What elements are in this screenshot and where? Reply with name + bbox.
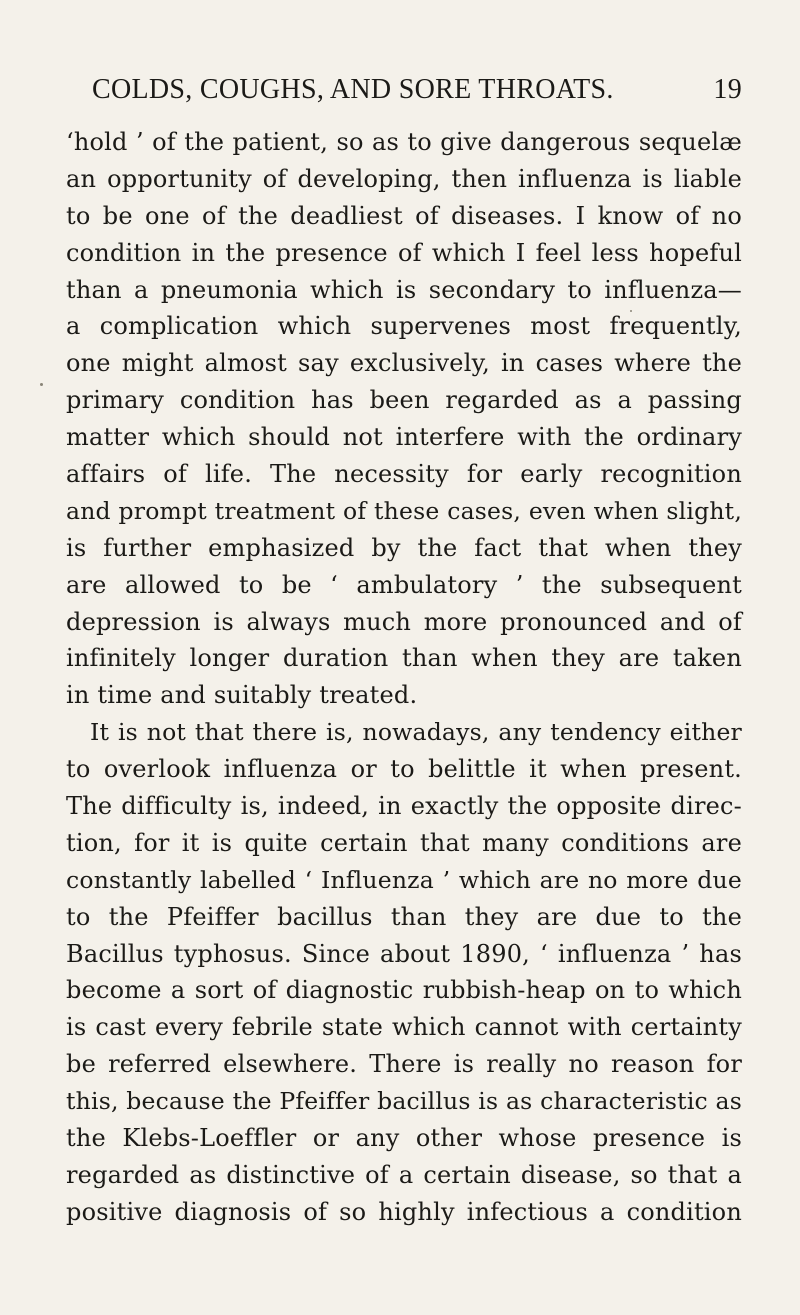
text-line: are allowed to be ‘ ambulatory ’ the subsequent [66,570,742,599]
text-line: The difficulty is, indeed, in exactly the opposite direc- [66,792,742,821]
text-line: affairs of life. The necessity for early recognition [66,460,742,489]
text-line: infinitely longer duration than when they are taken [66,644,742,673]
paper-speck [630,310,632,312]
paper-speck [40,383,43,386]
text-line: matter which should not interfere with the ordinary [66,423,742,452]
text-line: a complication which supervenes most frequently, [66,312,742,341]
paragraph-end-line: in time and suitably treated. [66,681,418,710]
text-line: an opportunity of developing, then influenza is liable [66,164,742,193]
running-head [92,74,742,110]
text-line: to be one of the deadliest of diseases. I know of no [66,201,742,230]
text-line: positive diagnosis of so highly infectious a condition [66,1197,742,1226]
text-line: condition in the presence of which I feel less hopeful [66,238,742,267]
text-line: to the Pfeiffer bacillus than they are due to the [66,902,742,931]
text-line: become a sort of diagnostic rubbish-heap on to which [66,976,742,1005]
text-line: Bacillus typhosus. Since about 1890, ‘ influenza ’ has [66,939,742,968]
text-line: is further emphasized by the fact that when they [66,533,742,562]
text-line: constantly labelled ‘ Influenza ’ which are no more due [66,865,742,894]
text-line: depression is always much more pronounced and of [66,607,742,636]
text-line: regarded as distinctive of a certain disease, so that a [66,1160,742,1189]
text-line: one might almost say exclusively, in cases where the [66,349,742,378]
paragraph-start-line: It is not that there is, nowadays, any tendency either [90,718,742,747]
text-line: to overlook influenza or to belittle it when present. [66,755,742,784]
text-line: be referred elsewhere. There is really no reason for [66,1050,742,1079]
text-line: this, because the Pfeiffer bacillus is as characteristic as [66,1087,743,1116]
text-line: than a pneumonia which is secondary to influenza— [66,275,742,304]
body-text [66,124,742,1231]
text-line: primary condition has been regarded as a passing [66,386,742,415]
text-line: is cast every febrile state which cannot with certainty [66,1013,742,1042]
page-number: 19 [713,74,742,105]
running-head-title: COLDS, COUGHS, AND SORE THROATS. [92,74,614,105]
text-line: the Klebs-Loeffler or any other whose presence is [66,1124,742,1153]
text-line: tion, for it is quite certain that many conditions are [66,828,742,857]
text-line: ‘hold ’ of the patient, so as to give dangerous sequelæ [66,128,742,156]
text-line: and prompt treatment of these cases, even when slight, [66,496,742,525]
